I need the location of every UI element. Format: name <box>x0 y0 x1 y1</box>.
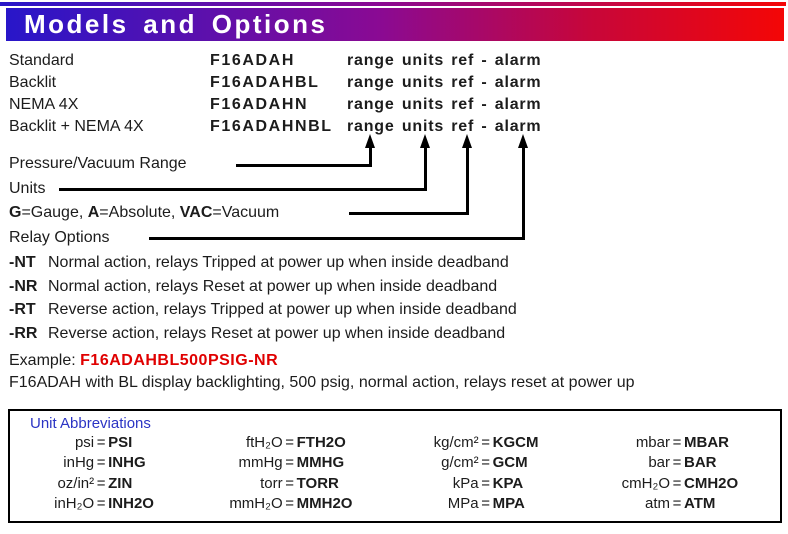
unit-name: torr <box>260 474 283 492</box>
unit-abbr: GCM <box>492 454 528 472</box>
equals-sign: = <box>481 454 491 472</box>
equals-sign: = <box>285 495 295 513</box>
model-name: Backlit <box>9 74 57 91</box>
unit-name: psi <box>74 434 95 451</box>
relay-code: -NR <box>9 277 38 295</box>
unit-name: kg/cm² <box>433 434 479 451</box>
unit-abbr: BAR <box>684 454 717 472</box>
unit-name: mmHg <box>238 454 283 472</box>
ref-vac-bold: VAC <box>179 204 213 221</box>
equals-sign: = <box>96 434 106 451</box>
arrow-ref-line <box>349 212 469 215</box>
example-description: F16ADAH with BL display backlighting, 500 psig, normal action, relays reset at power up <box>9 374 635 391</box>
unit-name: MPa <box>447 495 479 513</box>
model-code: F16ADAH <box>210 52 295 69</box>
unit-name: inH₂O <box>54 495 95 513</box>
table-row <box>9 50 629 72</box>
unit-abbr: TORR <box>296 474 339 492</box>
unit-column <box>394 433 590 515</box>
unit-entry <box>394 494 590 514</box>
list-item <box>9 251 649 275</box>
unit-abbr: MBAR <box>684 434 729 451</box>
page-title: Models and Options <box>24 9 328 39</box>
equals-sign: = <box>672 495 682 513</box>
equals-sign: = <box>285 454 295 472</box>
equals-sign: = <box>285 474 295 492</box>
model-code: F16ADAHN <box>210 96 309 113</box>
model-suffix: range units ref - alarm <box>347 118 542 135</box>
equals-sign: = <box>672 434 682 451</box>
unit-abbr: ZIN <box>108 474 133 492</box>
unit-entry <box>590 494 776 514</box>
equals-sign: = <box>285 434 295 451</box>
list-item <box>9 322 649 346</box>
unit-abbreviations-box <box>8 409 782 523</box>
unit-name: g/cm² <box>441 454 479 472</box>
unit-abbr: FTH2O <box>296 434 346 451</box>
model-name: Standard <box>9 52 74 69</box>
arrow-ref-line <box>466 146 469 215</box>
list-item <box>9 275 649 299</box>
unit-abbr: CMH2O <box>684 474 739 492</box>
model-name: Backlit + NEMA 4X <box>9 118 144 135</box>
callout-units-label: Units <box>9 180 51 198</box>
unit-abbr: PSI <box>108 434 133 451</box>
arrow-range-line <box>236 164 372 167</box>
unit-name: ftH₂O <box>245 434 283 451</box>
table-row <box>9 94 629 116</box>
ref-g-text: =Gauge, <box>21 204 88 221</box>
callout-ref-label <box>9 204 285 222</box>
unit-abbr: MMH2O <box>296 495 353 513</box>
unit-abbr: ATM <box>684 495 716 513</box>
ref-vac-text: =Vacuum <box>212 204 280 221</box>
model-code: F16ADAHNBL <box>210 118 333 135</box>
unit-abbr: MPA <box>492 495 525 513</box>
callout-relay-label: Relay Options <box>9 229 116 247</box>
equals-sign: = <box>481 434 491 451</box>
unit-entry <box>590 433 776 453</box>
relay-options-list <box>9 251 649 345</box>
unit-name: kPa <box>452 474 479 492</box>
unit-entry <box>198 453 394 473</box>
unit-entry <box>198 433 394 453</box>
relay-description: Normal action, relays Reset at power up when inside deadband <box>48 277 498 295</box>
arrow-up-icon <box>518 134 528 148</box>
unit-abbr: INHG <box>108 454 146 472</box>
unit-abbr: KGCM <box>492 434 539 451</box>
model-code: F16ADAHBL <box>210 74 320 91</box>
unit-column <box>16 433 198 515</box>
equals-sign: = <box>96 454 106 472</box>
example-part-number: F16ADAHBL500PSIG-NR <box>80 352 279 369</box>
unit-entry <box>16 474 198 494</box>
unit-column <box>198 433 394 515</box>
unit-entry <box>16 494 198 514</box>
equals-sign: = <box>672 474 682 492</box>
list-item <box>9 298 649 322</box>
model-suffix: range units ref - alarm <box>347 74 542 91</box>
arrow-units-line <box>424 146 427 191</box>
callout-range-label: Pressure/Vacuum Range <box>9 155 193 173</box>
unit-name: mbar <box>635 434 670 451</box>
unit-name: inHg <box>63 454 95 472</box>
unit-name: oz/in² <box>57 474 95 492</box>
relay-description: Reverse action, relays Tripped at power up when inside deadband <box>48 301 517 318</box>
section-header-bar <box>6 8 784 41</box>
example-prefix: Example: <box>9 352 81 369</box>
unit-name: bar <box>648 454 670 472</box>
unit-entry <box>16 453 198 473</box>
table-row <box>9 116 629 138</box>
models-table <box>9 50 629 138</box>
unit-name: atm <box>644 495 670 513</box>
unit-abbreviations-grid <box>10 433 780 515</box>
arrow-alarm-line <box>149 237 525 240</box>
unit-abbr: INH2O <box>108 495 154 513</box>
equals-sign: = <box>96 495 106 513</box>
relay-code: -RR <box>9 324 38 342</box>
unit-entry <box>16 433 198 453</box>
example-line <box>9 351 278 371</box>
relay-description: Reverse action, relays Reset at power up when inside deadband <box>48 324 506 342</box>
model-suffix: range units ref - alarm <box>347 96 542 113</box>
unit-entry <box>394 453 590 473</box>
unit-abbr: KPA <box>492 474 524 492</box>
unit-abbr: MMHG <box>296 454 345 472</box>
gradient-top-strip <box>0 2 786 6</box>
unit-entry <box>590 453 776 473</box>
table-row <box>9 72 629 94</box>
arrow-range-line <box>369 146 372 167</box>
equals-sign: = <box>481 495 491 513</box>
ref-a-bold: A <box>87 204 100 221</box>
relay-code: -RT <box>9 301 36 318</box>
arrow-units-line <box>59 188 427 191</box>
arrow-alarm-line <box>522 146 525 240</box>
equals-sign: = <box>672 454 682 472</box>
unit-entry <box>590 474 776 494</box>
ref-g-bold: G <box>9 204 22 221</box>
ref-a-text: =Absolute, <box>99 204 180 221</box>
equals-sign: = <box>481 474 491 492</box>
unit-entry <box>198 494 394 514</box>
unit-name: cmH₂O <box>621 474 670 492</box>
arrow-up-icon <box>462 134 472 148</box>
unit-entry <box>198 474 394 494</box>
unit-column <box>590 433 776 515</box>
equals-sign: = <box>96 474 106 492</box>
relay-code: -NT <box>9 254 36 271</box>
model-name: NEMA 4X <box>9 96 79 113</box>
unit-name: mmH₂O <box>229 495 283 513</box>
arrow-up-icon <box>365 134 375 148</box>
unit-entry <box>394 474 590 494</box>
model-suffix: range units ref - alarm <box>347 52 542 69</box>
arrow-up-icon <box>420 134 430 148</box>
unit-abbreviations-title: Unit Abbreviations <box>30 415 151 432</box>
unit-entry <box>394 433 590 453</box>
relay-description: Normal action, relays Tripped at power up when inside deadband <box>48 254 509 271</box>
